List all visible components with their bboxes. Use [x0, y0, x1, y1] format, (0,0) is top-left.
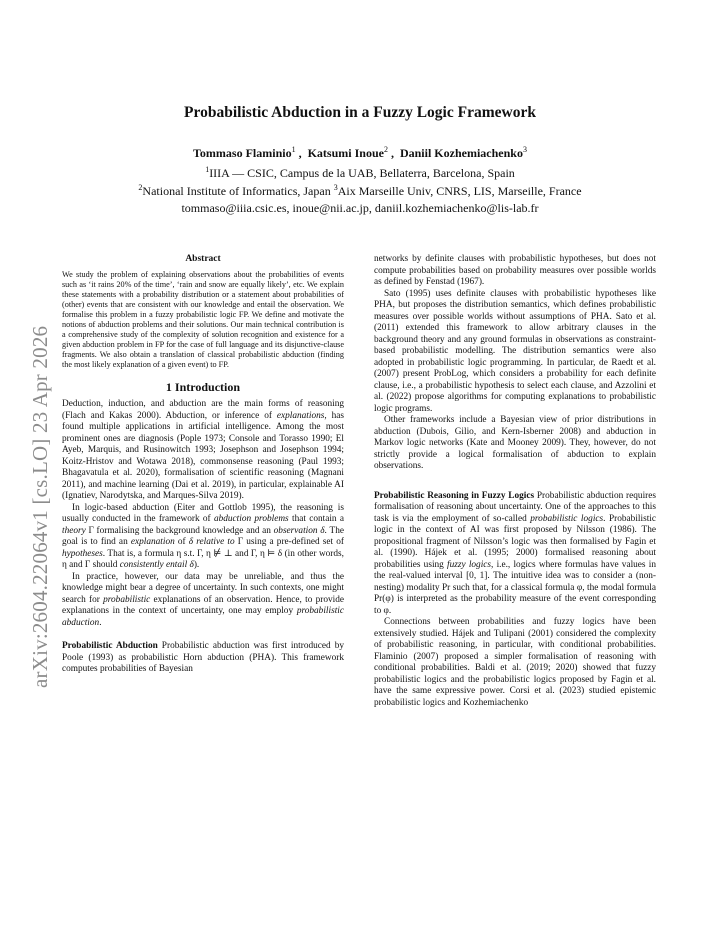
body-paragraph: Sato (1995) uses definite clauses with probabilistic hypotheses like PHA, but proposes the distribution semantics, which defines probabilistic measures over possible worlds without assumptions of PHA. Sato et al. (2011) extended this framework to allow arbitrary clauses in the background theory and any ground formulas in observations as constraint-based probabilistic modelling. The distribution semantics were also adopted in probabilistic logic programming. In particular, de Raedt et al. (2007) present ProbLog, which considers a probability for each definite clause, i.e., a probabilistic hypothesis to select each clause, and Azzolini et al. (2022) propose algorithms for computing explanations to probabilistic logic programs. [374, 288, 656, 414]
body-paragraph: Connections between probabilities and fuzzy logics have been extensively studied. Hájek and Tulipani (2001) considered the complexity of probabilistic reasoning, in particular, with conditional probabilities. Flaminio (2007) proposed a simpler formalisation of reasoning with conditional probabilities. Baldi et al. (2019; 2020) showed that fuzzy probabilistic logics and the probabilistic logics proposed by Fagin et al. have the same expressive power. Corsi et al. (2023) studied epistemic probabilistic logics and Kozhemiachenko [374, 617, 656, 708]
paragraph-heading: Probabilistic Reasoning in Fuzzy Logics [374, 490, 535, 501]
body-paragraph: networks by definite clauses with probabilistic hypotheses, but does not compute probabilities based on probability measures over possible worlds as defined by Fenstad (1967). [374, 254, 656, 287]
affiliation-line: $^2$National Institute of Informatics, Japan $^3$Aix Marseille Univ, CNRS, LIS, Marseille, France [138, 183, 582, 198]
intro-paragraph: Deduction, induction, and abduction are the main forms of reasoning (Flach and Kakas 2000). Abduction, or inference of explanations, has found multiple applications in artificial intelligence. Among the most prominent ones are diagnosis (Pople 1973; Console and Torasso 1990; El Ayeb, Marquis, and Rusinowitch 1993; Josephson and Josephson 1994; Koitz-Hristov and Wotawa 2018), commonsense reasoning (Paul 1993; Bhagavatula et al. 2020), formalisation of scientific reasoning (Magnani 2011), and machine learning (Dai et al. 2019), in particular, explainable AI (Ignatiev, Narodytska, and Marques-Silva 2019). [62, 399, 345, 501]
intro-paragraph: In logic-based abduction (Eiter and Gottlob 1995), the reasoning is usually conducted in the framework of abduction problems that contain a theory Γ formalising the background knowledge and an observation δ. The goal is to find an explanation of δ relative to Γ using a pre-defined set of hypotheses. That is, a formula η s.t. Γ, η ⊭ ⊥ and Γ, η ⊨ δ (in other words, η and Γ should consistently entail δ). [62, 502, 344, 570]
paper-title: Probabilistic Abduction in a Fuzzy Logic Framework [184, 104, 536, 121]
body-paragraph: Other frameworks include a Bayesian view of prior distributions in abduction (Dubois, Gilio, and Kern-Isberner 2008) and abduction in Markov logic networks (Kate and Mooney 2009). They, however, do not strictly provide a logical formalisation of abduction to explain observations. [374, 415, 656, 471]
intro-paragraph: In practice, however, our data may be unreliable, and thus the knowledge might bear a degree of uncertainty. In such contexts, one might search for probabilistic explanations of an observation. Hence, to provide explanations in the context of uncertainty, one may employ probabilistic abduction. [62, 571, 344, 628]
author-list: Tommaso Flaminio$^1$ , Katsumi Inoue$^2$ , Daniil Kozhemiachenko$^3$ [193, 145, 527, 160]
author-name: Katsumi Inoue [307, 146, 384, 160]
section-heading-introduction: 1 Introduction [165, 379, 241, 394]
abstract-heading: Abstract [185, 254, 221, 264]
author-emails: tommaso@iiia.csic.es, inoue@nii.ac.jp, daniil.kozhemiachenko@lis-lab.fr [181, 201, 539, 215]
affiliation-line: $^1$IIIA — CSIC, Campus de la UAB, Bellaterra, Barcelona, Spain [205, 165, 515, 180]
paragraph-probabilistic-abduction: Probabilistic Abduction Probabilistic abduction was first introduced by Poole (1993) as probabilistic Horn abduction (PHA). This framework computes probabilities of Bayesian [62, 641, 345, 674]
abstract-text: We study the problem of explaining observations about the probabilities of events such as ‘it rains 20% of the time’, ‘rain and snow are equally likely’, etc. We explain these statements with a probability distribution or a statement about probabilities of (other) events that are consistent with our knowledge and entail the observation. We formalise this problem in a fuzzy probabilistic logic FP. We define and motivate the notions of abduction problems and their solutions. Our main technical contribution is a comprehensive study of the complexity of solution recognition and existence for a given abduction problem in FP for the case of full language and its disjunctive-clause fragments. We also obtain a translation of classical probabilistic abduction (finding the most likely explanation of a given event) to FP. [62, 269, 344, 369]
left-column [62, 254, 344, 676]
author-name: Daniil Kozhemiachenko [399, 146, 523, 160]
author-name: Tommaso Flaminio [193, 146, 292, 160]
arxiv-identifier: arXiv:2604.22064v1 [cs.LO] 23 Apr 2026 [28, 325, 52, 688]
right-column [374, 254, 656, 709]
paragraph-probabilistic-reasoning: Probabilistic Reasoning in Fuzzy Logics Probabilistic abduction requires formalisation of reasoning about uncertainty. One of the approaches to this task is via the employment of so-called probabilistic logics. Probabilistic logic in the context of AI was first proposed by Nilsson (1986). The propositional fragment of Nilsson’s logic was then formalised by Fagin et al. (1990). Hájek et al. (1995; 2000) formalised reasoning about probabilities using fuzzy logics, i.e., logics where formulas have values in the real-valued interval [0, 1]. The intuitive idea was to consider a (non-nesting) modality Pr such that, for a classical formula φ, the modal formula Pr(φ) is interpreted as the probability measure of the event corresponding to φ. [374, 490, 656, 616]
arxiv-sidebar [0, 248, 56, 688]
paragraph-heading: Probabilistic Abduction [62, 641, 158, 651]
